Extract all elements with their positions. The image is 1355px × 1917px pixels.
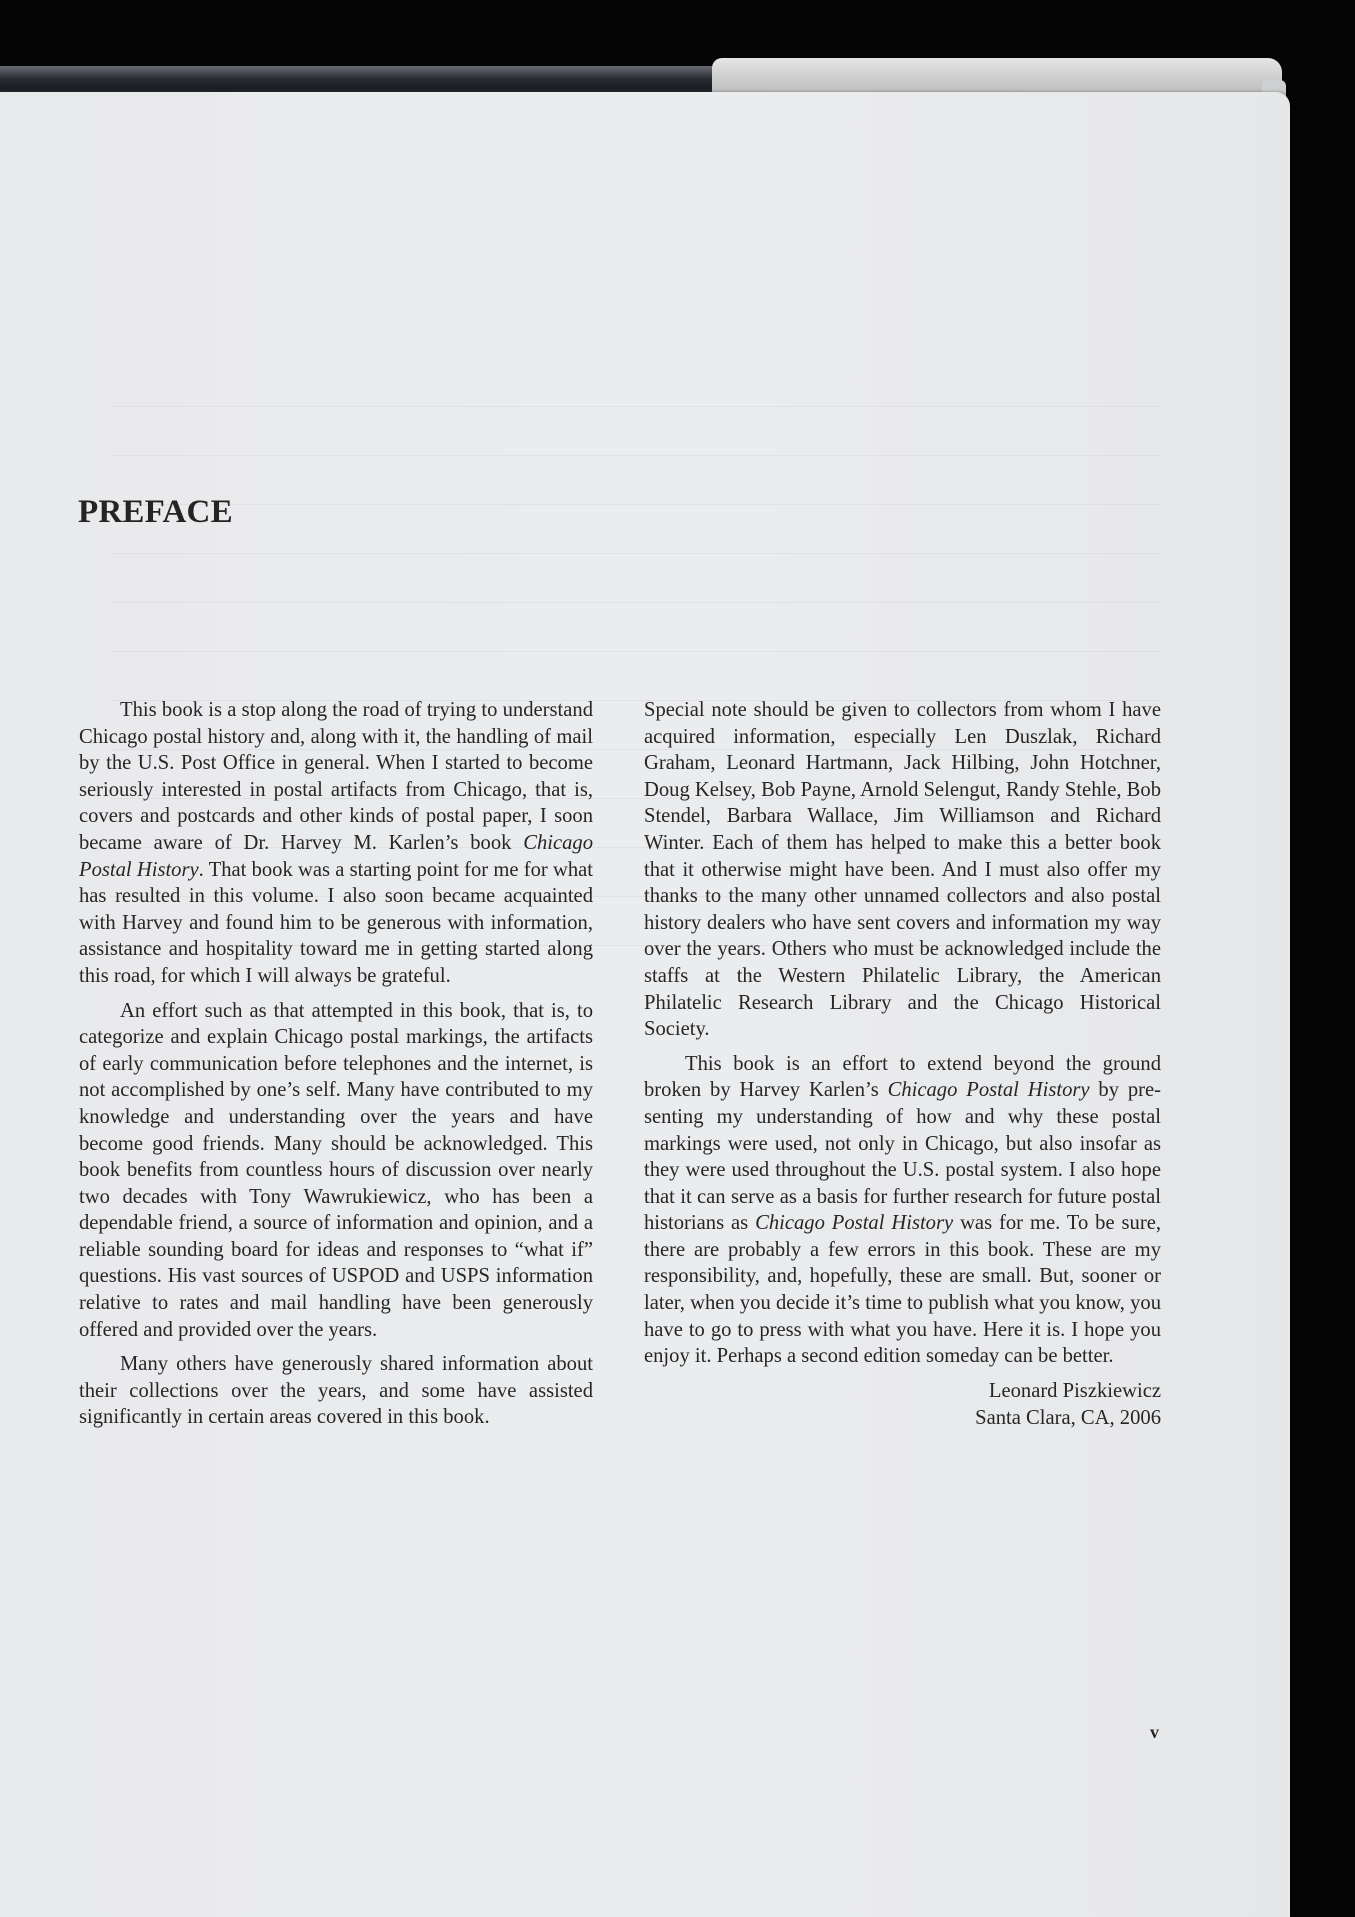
- paragraph: [644, 1051, 1161, 1370]
- author-name: Leonard Piszkiewicz: [988, 1379, 1161, 1402]
- book-title: Chicago Postal History: [887, 1079, 1090, 1102]
- signature-block: [644, 1378, 1161, 1432]
- text-run: . That book was a starting point for me for what has resulted in this volume. I also soon became acquainted with Harvey and found him to be generous with information, assistance and hospitality toward me in getting started along this road, for which I will always be grateful.: [79, 858, 593, 987]
- paragraph: An effort such as that attempted in this book, that is, to categorize and explain Chicago postal markings, the artifacts of early communication before telephones and the internet, is not accomplished by one’s self. Many have contributed to my knowledge and understanding over the years and have become good friends. Many should be acknowledged. This book benefits from countless hours of discussion over nearly two decades with Tony Wawrukiewicz, who has been a dependable friend, a source of information and opinion, and a reliable sounding board for ideas and responses to “what if” questions. His vast sources of USPOD and USPS information relative to rates and mail handling have been generously offered and provided over the years.: [79, 999, 593, 1341]
- page-number: v: [1150, 1722, 1159, 1742]
- text-run: was for me. To be sure, there are probably a few errors in this book. These are my responsibility, and, hopefully, these are small. But, sooner or later, when you decide it’s time to publish what you know, you have to go to press with what you have. Here it is. I hope you enjoy it. Perhaps a second edition someday can be better.: [644, 1212, 1161, 1368]
- paragraph: Many others have generously shared information about their collections over the years, and some have assisted significantly in certain areas covered in this book.: [79, 1353, 593, 1429]
- book-title: Chicago Postal History: [755, 1212, 954, 1235]
- right-column: [644, 697, 1161, 1432]
- text-run: This book is an effort to extend beyond the ground broken by Harvey Karlen’s: [644, 1052, 1161, 1102]
- text-run: by presenting my understanding of how and why these postal markings were used, not only in Chicago, but also insofar as they were used throughout the U.S. postal system. I also hope that it can serve as a basis for further research for future postal historians as: [644, 1079, 1162, 1235]
- text-run: This book is a stop along the road of trying to understand Chicago postal history and, along with it, the handling of mail by the U.S. Post Office in general. When I started to become seriously interested in postal artifacts from Chicago, that is, covers and postcards and other kinds of postal paper, I soon became aware of Dr. Harvey M. Karlen’s book: [79, 699, 593, 854]
- page-title: PREFACE: [78, 494, 233, 530]
- paragraph: Special note should be given to collectors from whom I have acquired information, especially Len Duszlak, Richard Graham, Leonard Hartmann, Jack Hilbing, John Hotchner, Doug Kelsey, Bob Payne, Arnold Selengut, Randy Stehle, Bob Stendel, Barbara Wallace, Jim Williamson and Richard Winter. Each of them has helped to make this a better book that it otherwise might have been. And I must also offer my thanks to the many other unnamed collectors and also postal history dealers who have sent covers and information my way over the years. Others who must be acknowledged include the staffs at the Western Philatelic Library, the American Philatelic Research Library and the Chicago Historical Society.: [644, 699, 1161, 1041]
- author-place-date: Santa Clara, CA, 2006: [975, 1406, 1161, 1429]
- book-title: Chicago Postal History: [79, 831, 593, 881]
- paragraph: [79, 697, 593, 990]
- left-column: [79, 697, 593, 1439]
